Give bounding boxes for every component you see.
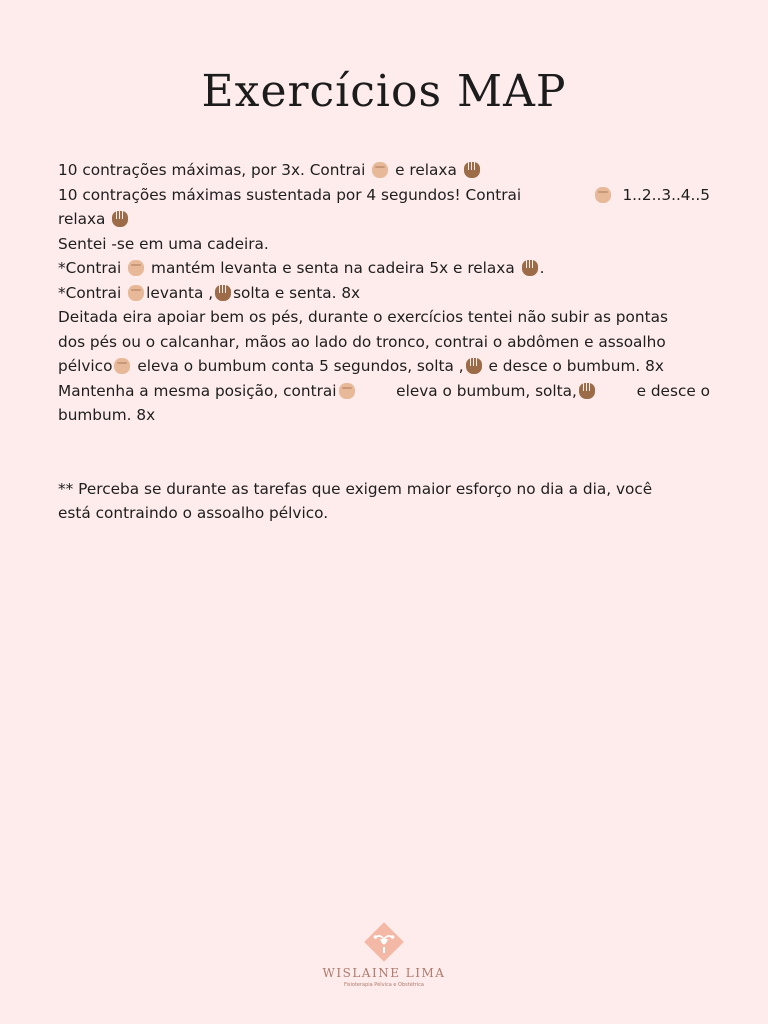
line-text: 1..2..3..4..5 [622, 185, 710, 204]
brand-name: WISLAINE LIMA [322, 966, 446, 980]
line-text: 10 contrações máximas, por 3x. Contrai [58, 161, 366, 179]
instruction-line-11 [58, 403, 710, 428]
raised-hand-icon [466, 358, 482, 374]
instruction-line-2 [58, 183, 710, 208]
raised-hand-icon [464, 162, 480, 178]
line-text: e desce o bumbum. 8x [488, 357, 664, 375]
line-text: Deitada eira apoiar bem os pés, durante o exercícios tentei não subir as pontas [58, 308, 668, 326]
raised-fist-icon [128, 285, 144, 301]
line-text: ** Perceba se durante as tarefas que exigem maior esforço no dia a dia, você [58, 479, 653, 498]
raised-hand-icon [112, 211, 128, 227]
line-text: bumbum. 8x [58, 406, 156, 424]
instruction-line-1 [58, 158, 710, 183]
line-text: *Contrai [58, 283, 122, 302]
brand-subtitle: Fisioterapia Pélvica e Obstétrica [343, 982, 424, 988]
line-text: eleva o bumbum conta 5 segundos, solta , [137, 357, 464, 375]
line-text: Mantenha a mesma posição, contrai [58, 381, 337, 400]
note-line-1 [58, 477, 710, 502]
line-text: eleva o bumbum, solta, [396, 381, 577, 400]
line-text: relaxa [58, 210, 106, 228]
instruction-line-4 [58, 232, 710, 257]
note-line-2 [58, 501, 710, 526]
line-text: e desce o [636, 381, 710, 400]
instruction-line-10 [58, 379, 710, 404]
uterus-logo-icon [362, 920, 406, 964]
line-text: dos pés ou o calcanhar, mãos ao lado do tronco, contrai o abdômen e assoalho [58, 332, 666, 351]
instruction-line-3 [58, 207, 710, 232]
line-text: solta e senta. 8x [233, 283, 361, 302]
raised-hand-icon [579, 383, 595, 399]
line-text: . [539, 259, 545, 277]
instruction-line-9 [58, 354, 710, 379]
raised-fist-icon [114, 358, 130, 374]
brand-logo [0, 920, 768, 988]
line-text: está contraindo o assoalho pélvico. [58, 504, 329, 522]
raised-fist-icon [128, 260, 144, 276]
instruction-line-5 [58, 256, 710, 281]
line-text: pélvico [58, 357, 113, 375]
line-text: Sentei -se em uma cadeira. [58, 234, 269, 253]
line-text: levanta , [146, 283, 214, 302]
raised-fist-icon [595, 187, 611, 203]
line-text: 10 contrações máximas sustentada por 4 segundos! Contrai [58, 185, 522, 204]
instruction-line-6 [58, 281, 710, 306]
spacer [58, 428, 710, 477]
instruction-line-8 [58, 330, 710, 355]
line-text: mantém levanta e senta na cadeira 5x e relaxa [151, 259, 515, 277]
raised-hand-icon [522, 260, 538, 276]
page-title: Exercícios MAP [201, 66, 567, 117]
exercise-instructions [58, 158, 710, 526]
raised-fist-icon [339, 383, 355, 399]
raised-hand-icon [215, 285, 231, 301]
line-text: *Contrai [58, 259, 122, 277]
raised-fist-icon [372, 162, 388, 178]
line-text: e relaxa [395, 161, 457, 179]
instruction-line-7 [58, 305, 710, 330]
